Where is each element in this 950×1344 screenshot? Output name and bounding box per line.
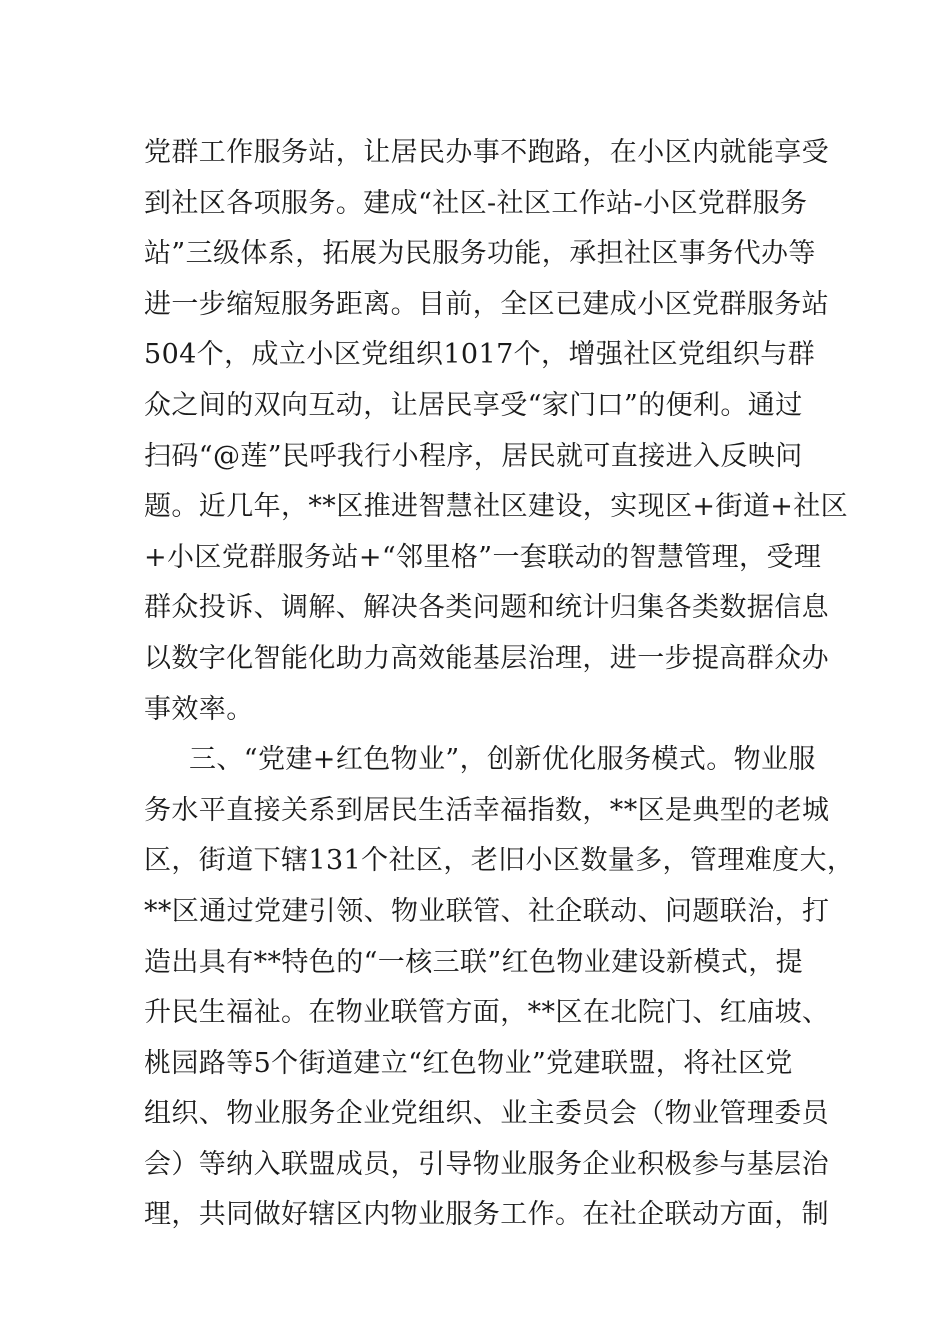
body-text: [144, 128, 855, 1241]
text-line: 以数字化智能化助力高效能基层治理，进一步提高群众办: [144, 642, 829, 674]
text-line: 升民生福祉。在物业联管方面，**区在北院门、红庙坡、: [144, 997, 830, 1029]
text-line: 扫码“@莲”民呼我行小程序，居民就可直接进入反映问: [144, 440, 803, 472]
text-line: 众之间的双向互动，让居民享受“家门口”的便利。通过: [144, 389, 803, 421]
text-line: 组织、物业服务企业党组织、业主委员会（物业管理委员: [144, 1098, 829, 1130]
text-line: 进一步缩短服务距离。目前，全区已建成小区党群服务站: [144, 288, 829, 320]
text-line: +小区党群服务站+“邻里格”一套联动的智慧管理，受理: [144, 541, 822, 573]
text-line: 区，街道下辖131个社区，老旧小区数量多，管理难度大，: [144, 845, 855, 877]
text-line: 务水平直接关系到居民生活幸福指数，**区是典型的老城: [144, 794, 830, 826]
text-line: 站”三级体系，拓展为民服务功能，承担社区事务代办等: [144, 238, 816, 270]
paragraph-start-line: 三、“党建+红色物业”，创新优化服务模式。物业服: [189, 744, 816, 776]
text-line: 题。近几年，**区推进智慧社区建设，实现区+街道+社区: [144, 491, 849, 523]
text-line: **区通过党建引领、物业联管、社企联动、问题联治，打: [144, 895, 830, 927]
text-line: 事效率。: [144, 693, 254, 725]
text-line: 党群工作服务站，让居民办事不跑路，在小区内就能享受: [144, 137, 829, 168]
text-line: 理，共同做好辖区内物业服务工作。在社企联动方面，制: [144, 1199, 829, 1231]
text-line: 504个，成立小区党组织1017个，增强社区党组织与群: [144, 339, 816, 371]
text-line: 会）等纳入联盟成员，引导物业服务企业积极参与基层治: [144, 1148, 829, 1180]
text-line: 桃园路等5个街道建立“红色物业”党建联盟，将社区党: [144, 1047, 793, 1079]
text-line: 造出具有**特色的“一核三联”红色物业建设新模式，提: [144, 946, 804, 978]
text-line: 到社区各项服务。建成“社区-社区工作站-小区党群服务: [144, 187, 808, 219]
text-line: 群众投诉、调解、解决各类问题和统计归集各类数据信息: [144, 592, 829, 624]
